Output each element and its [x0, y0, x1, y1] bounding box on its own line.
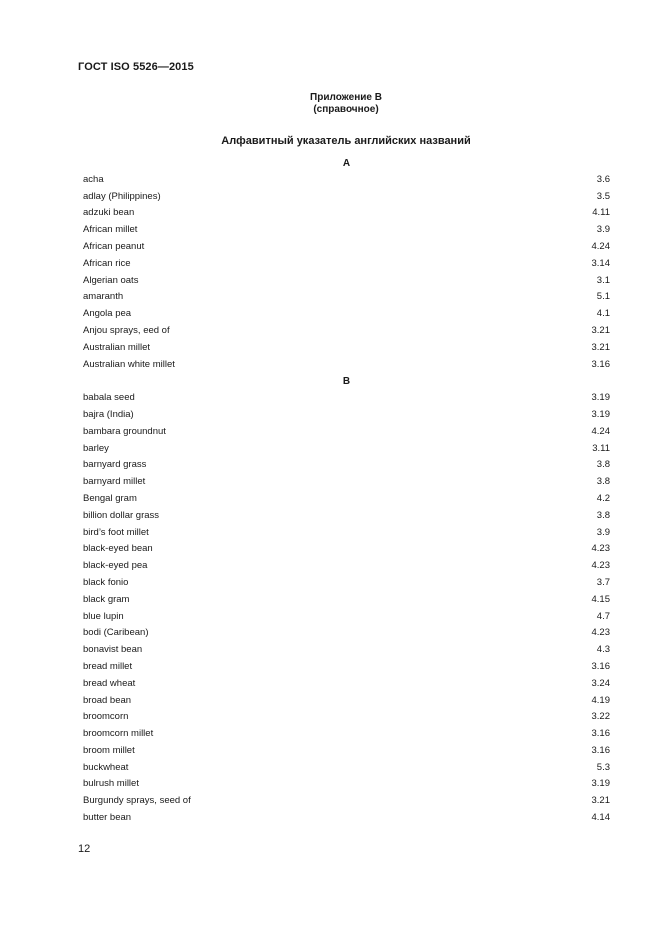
index-entry [83, 609, 610, 626]
entry-term: African peanut [83, 240, 145, 252]
entry-reference: 3.5 [596, 190, 610, 202]
entry-term: Anjou sprays, eed of [83, 324, 170, 336]
entry-term: butter bean [83, 812, 132, 824]
entry-reference: 3.14 [591, 257, 610, 269]
entry-reference: 4.24 [591, 240, 610, 252]
entry-term: Algerian oats [83, 274, 139, 286]
entry-reference: 3.16 [591, 660, 610, 672]
entry-term: broomcorn [83, 711, 129, 723]
entry-term: buckwheat [83, 761, 129, 773]
entry-term: bulrush millet [83, 778, 139, 790]
index-entry [83, 592, 610, 609]
entry-reference: 3.21 [591, 795, 610, 807]
index-entry [83, 424, 610, 441]
index-entry [83, 726, 610, 743]
index-entry [83, 222, 610, 239]
entry-term: Australian millet [83, 341, 151, 353]
entry-term: bodi (Caribean) [83, 627, 149, 639]
entry-reference: 3.19 [591, 778, 610, 790]
index-entry [83, 256, 610, 273]
entry-term: bonavist bean [83, 644, 143, 656]
entry-term: Bengal gram [83, 492, 137, 504]
index-entry [83, 474, 610, 491]
entry-reference: 4.7 [596, 610, 610, 622]
entry-term: babala seed [83, 392, 135, 404]
index-entry [83, 743, 610, 760]
entry-term: blue lupin [83, 610, 124, 622]
index-entry [83, 693, 610, 710]
index-entry [83, 205, 610, 222]
index-entry [83, 289, 610, 306]
entry-term: adzuki bean [83, 207, 135, 219]
entry-term: barnyard millet [83, 476, 146, 488]
entry-reference: 3.16 [591, 728, 610, 740]
entry-term: black-eyed bean [83, 543, 153, 555]
entry-reference: 4.14 [591, 812, 610, 824]
index-entry [83, 189, 610, 206]
appendix-title: Приложение В [310, 92, 382, 103]
index-entry [83, 541, 610, 558]
entry-term: acha [83, 173, 104, 185]
entry-reference: 3.19 [591, 392, 610, 404]
document-header-id: ГОСТ ISO 5526—2015 [78, 61, 194, 73]
entry-term: Australian white millet [83, 358, 175, 370]
entry-reference: 3.21 [591, 324, 610, 336]
entry-reference: 4.1 [596, 308, 610, 320]
entry-reference: 4.11 [592, 207, 610, 219]
index-entry [83, 457, 610, 474]
page-number: 12 [78, 843, 91, 855]
entry-reference: 3.19 [591, 408, 610, 420]
entry-reference: 5.3 [596, 761, 610, 773]
index-entry [83, 407, 610, 424]
index-entry [83, 239, 610, 256]
entry-term: amaranth [83, 291, 124, 303]
entry-reference: 3.22 [591, 711, 610, 723]
entry-reference: 3.11 [592, 442, 610, 454]
entry-reference: 4.23 [591, 627, 610, 639]
entry-reference: 4.23 [591, 560, 610, 572]
index-entry [83, 676, 610, 693]
index-entry [83, 558, 610, 575]
entry-term: African millet [83, 224, 138, 236]
entry-term: Angola pea [83, 308, 132, 320]
index-entry [83, 508, 610, 525]
entry-reference: 3.1 [596, 274, 610, 286]
entry-reference: 3.16 [591, 358, 610, 370]
entry-reference: 3.8 [596, 476, 610, 488]
entry-reference: 4.3 [596, 644, 610, 656]
entry-reference: 3.24 [591, 677, 610, 689]
entry-term: barnyard grass [83, 459, 147, 471]
section-letter: B [342, 376, 351, 388]
index-entry [83, 642, 610, 659]
index-entry [83, 760, 610, 777]
entry-reference: 3.9 [596, 526, 610, 538]
entry-term: broad bean [83, 694, 132, 706]
entry-term: billion dollar grass [83, 509, 160, 521]
index-entry [83, 793, 610, 810]
index-entry [83, 441, 610, 458]
index-entry [83, 491, 610, 508]
entry-reference: 3.7 [596, 576, 610, 588]
entry-reference: 4.2 [596, 492, 610, 504]
index-entry [83, 357, 610, 374]
entry-term: bajra (India) [83, 408, 134, 420]
entry-reference: 3.9 [596, 224, 610, 236]
index-entry [83, 776, 610, 793]
entry-term: barley [83, 442, 109, 454]
entry-term: Burgundy sprays, seed of [83, 795, 191, 807]
entry-reference: 4.23 [591, 543, 610, 555]
index-entry [83, 525, 610, 542]
entry-term: black-eyed pea [83, 560, 148, 572]
index-title: Алфавитный указатель английских названий [221, 135, 471, 147]
entry-term: bread millet [83, 660, 133, 672]
index-entry [83, 323, 610, 340]
index-entry [83, 273, 610, 290]
entry-term: African rice [83, 257, 131, 269]
entry-reference: 3.8 [596, 509, 610, 521]
entry-term: adlay (Philippines) [83, 190, 161, 202]
entry-reference: 4.15 [591, 593, 610, 605]
entry-reference: 3.16 [591, 744, 610, 756]
section-letter: A [342, 158, 351, 169]
entry-term: broom millet [83, 744, 135, 756]
appendix-subtitle: (справочное) [313, 104, 379, 115]
index-entry [83, 659, 610, 676]
entry-term: bread wheat [83, 677, 136, 689]
entry-reference: 4.19 [591, 694, 610, 706]
index-entry [83, 709, 610, 726]
entry-term: bambara groundnut [83, 425, 166, 437]
index-entry [83, 306, 610, 323]
index-entry [83, 390, 610, 407]
index-entry [83, 340, 610, 357]
alphabetical-index [83, 155, 610, 827]
entry-reference: 4.24 [591, 425, 610, 437]
entry-term: black fonio [83, 576, 129, 588]
index-entry [83, 575, 610, 592]
entry-term: black gram [83, 593, 130, 605]
entry-reference: 3.21 [591, 341, 610, 353]
index-entry [83, 625, 610, 642]
entry-term: broomcorn millet [83, 728, 154, 740]
index-entry [83, 810, 610, 827]
entry-term: bird’s foot millet [83, 526, 149, 538]
entry-reference: 3.8 [596, 459, 610, 471]
entry-reference: 3.6 [596, 173, 610, 185]
entry-reference: 5.1 [596, 291, 610, 303]
index-entry [83, 172, 610, 189]
